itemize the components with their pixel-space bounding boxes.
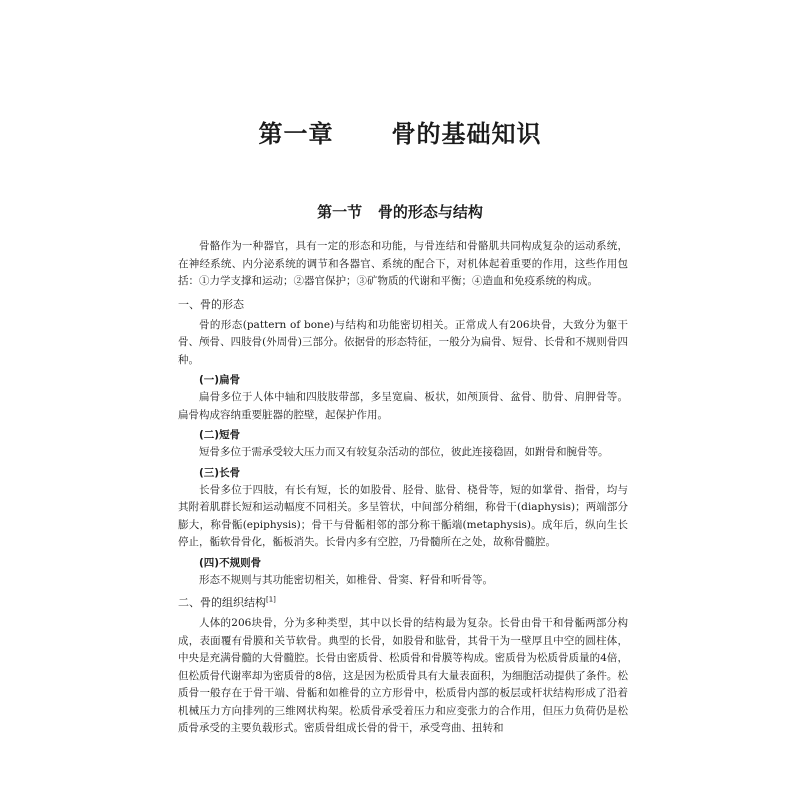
reference-marker: [1]: [266, 595, 276, 604]
heading-long-bone: (三)长骨: [199, 466, 241, 479]
heading-flat-bone: (一)扁骨: [199, 374, 241, 386]
document-body: [178, 238, 628, 738]
irregular-bone-paragraph: 形态不规则与其功能密切相关，如椎骨、骨窦、籽骨和听骨等。: [199, 573, 493, 586]
long-bone-paragraph: 长骨多位于四肢，有长有短，长的如股骨、胫骨、肱骨、桡骨等，短的如掌骨、指骨，均与其附着肌群长短和运动幅度不同相关。多呈管状，中间部分稍细，称骨干(diaphysis)；两端部分膨大，称骨骺(epiphysis)；骨干与骨骺相邻的部分称干骺端(metaphysis)。成年后，纵向生长停止，骺软骨骨化，骺板消失。长骨内多有空腔，乃骨髓所在之处，故称骨髓腔。: [178, 483, 628, 548]
heading-short-bone: (二)短骨: [199, 429, 241, 441]
flat-bone-paragraph: 扁骨多位于人体中轴和四肢肢带部，多呈宽扁、板状，如颅顶骨、盆骨、肋骨、肩胛骨等。扁骨构成容纳重要脏器的腔壁，起保护作用。: [178, 391, 628, 421]
section-title: 第一节 骨的形态与结构: [317, 203, 483, 221]
heading-irregular-bone: (四)不规则骨: [199, 556, 262, 569]
bone-morphology-paragraph: 骨的形态(pattern of bone)与结构和功能密切相关。正常成人有206块骨，大致分为躯干骨、颅骨、四肢骨(外周骨)三部分。依据骨的形态特征，一般分为扁骨、短骨、长骨和不规则骨四种。: [178, 318, 628, 366]
heading-bone-morphology: 一、骨的形态: [178, 297, 244, 311]
heading-bone-tissue-structure: [178, 594, 628, 612]
short-bone-paragraph: 短骨多位于需承受较大压力而又有较复杂活动的部位，彼此连接稳固，如跗骨和腕骨等。: [199, 446, 609, 458]
intro-paragraph: 骨骼作为一种器官，具有一定的形态和功能，与骨连结和骨骼肌共同构成复杂的运动系统，在神经系统、内分泌系统的调节和各器官、系统的配合下，对机体起着重要的作用，这些作用包括：①力学支撑和运动；②器官保护；③矿物质的代谢和平衡；④造血和免疫系统的构成。: [178, 240, 628, 287]
heading-bone-tissue-structure-text: 二、骨的组织结构: [178, 596, 266, 609]
bone-tissue-paragraph: 人体的206块骨，分为多种类型，其中以长骨的结构最为复杂。长骨由骨干和骨骺两部分构成，表面覆有骨膜和关节软骨。典型的长骨，如股骨和肱骨，其骨干为一壁厚且中空的圆柱体，中央是充满骨髓的大骨髓腔。长骨由密质骨、松质骨和骨膜等构成。密质骨为松质骨质量的4倍，但松质骨代谢率却为密质骨的8倍，这是因为松质骨具有大量表面积，为细胞活动提供了条件。松质骨一般存在于骨干端、骨骺和如椎骨的立方形骨中，松质骨内部的板层或杆状结构形成了沿着机械压力方向排列的三维网状构架。松质骨承受着压力和应变张力的合作用，但压力负荷仍是松质骨承受的主要负载形式。密质骨组成长骨的骨干，承受弯曲、扭转和: [178, 617, 628, 734]
chapter-title: 第一章 骨的基础知识: [258, 120, 542, 148]
